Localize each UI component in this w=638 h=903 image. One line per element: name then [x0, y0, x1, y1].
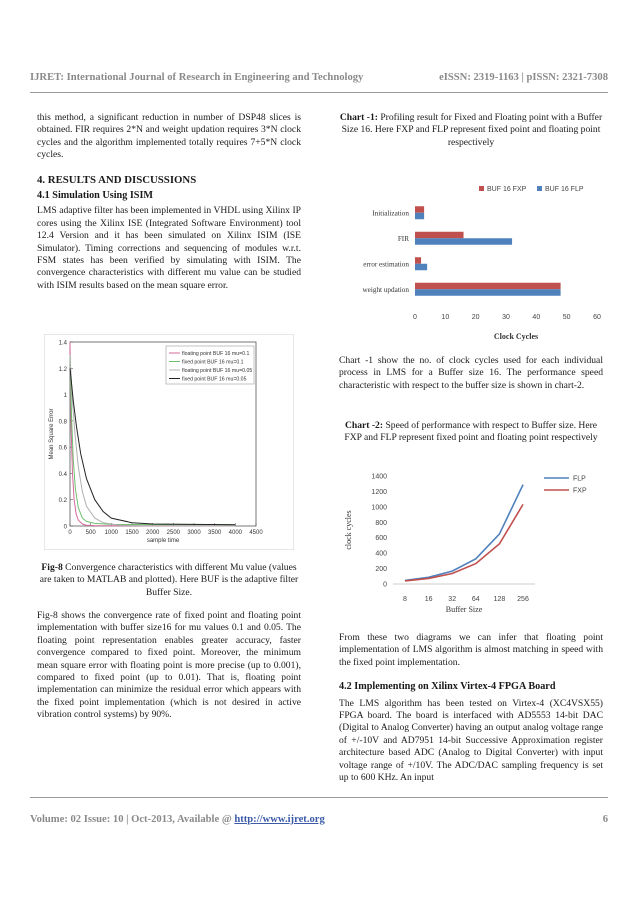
footer-volume: Volume: 02 Issue: 10 | Oct-2013, Available @ http://www.ijret.org [30, 814, 325, 825]
legend-label: BUF 16 FLP [545, 186, 584, 193]
x-axis-label: Clock Cycles [493, 332, 539, 341]
x-tick-label: 16 [424, 596, 433, 603]
y-axis-label: clock cycles [344, 510, 353, 550]
x-tick-label: 4500 [249, 530, 263, 536]
x-tick-label: 20 [471, 314, 480, 321]
x-tick-label: 0 [68, 530, 72, 536]
simulation-paragraph: LMS adaptive filter has been implemented in VHDL using Xilinx IP cores using the Xilinx ISE (Integrated Software Environment) tool 12.4 Version and it has been simulated on Xilinx ISIM (ISE Simulator). Timing corrections and sequencing of modules w.r.t. FSM states has been verified by simulating with ISIM. The convergence characteristics with different mu value can be studied with ISIM results based on the mean square error. [37, 205, 301, 291]
x-tick-label: 8 [403, 596, 407, 603]
page-footer [30, 814, 608, 825]
y-tick-label: 1.4 [58, 340, 67, 347]
chart2-caption [339, 420, 603, 445]
fpga-paragraph: The LMS algorithm has been tested on Virtex-4 (XC4VSX55) FPGA board. The board is interfaced with AD5553 14-bit DAC (Digital to Analog Converter) having an output analog voltage range of +/-10V and AD7951 14-bit Successive Approximation register architecture based ADC (Analog to Digital Converter) with input voltage range of +/10V. The ADC/DAC sampling frequency is set up to 600 KHz. An input [339, 697, 603, 784]
y-tick-label: 0.8 [58, 419, 67, 426]
x-tick-label: 4000 [228, 530, 243, 536]
y-tick-label: 400 [375, 550, 387, 558]
x-axis-label: sample time [146, 538, 180, 544]
chart2-caption-text: Speed of performance with respect to Buffer size. Here FXP and FLP represent fixed point and floating point respectively [344, 420, 598, 444]
chart1-label: Chart -1: [339, 112, 378, 123]
left-column-lower [37, 610, 301, 722]
convergence-paragraph: Fig-8 shows the convergence rate of fixed point and floating point implementation with buffer size16 for mu values 0.1 and 0.05. The floating point representation enables greater accuracy, faster convergence compared to fixed point. Moreover, the minimum mean square error with floating point is more precise (up to 0.001), compared to fixed point (up to 0.01). That is, floating point implementation can minimize the residual error which appears with the fixed point implementation (which is not desired in active vibration control systems) by 90%. [37, 610, 301, 721]
x-tick-label: 30 [502, 314, 510, 321]
bar [415, 213, 424, 220]
page-number: 6 [602, 814, 608, 825]
chart1-discussion [339, 355, 603, 392]
x-tick-label: 50 [562, 314, 571, 321]
speed-line-chart [339, 464, 609, 622]
legend-label: floating point BUF 16 mu=0.05 [182, 368, 253, 374]
profiling-bar-chart [339, 180, 609, 350]
header-rule [30, 92, 608, 93]
intro-paragraph: this method, a significant reduction in number of DSP48 slices is obtained. FIR requires 2*N and weight updation requires 3*N clock cycles and the algorithm implemented totally requires 7+5*N clock cycles. [37, 112, 301, 161]
footer-rule [30, 797, 608, 798]
legend-label: fixed point BUF 16 mu=0.05 [182, 376, 247, 383]
x-tick-label: 128 [493, 596, 506, 603]
bar [415, 264, 427, 271]
legend-label: fixed point BUF 16 mu=0.1 [182, 359, 244, 366]
y-axis-label: Mean Square Error [49, 408, 55, 460]
chart1-caption [339, 112, 603, 149]
fig8-caption [37, 562, 301, 599]
x-tick-label: 40 [532, 314, 541, 321]
category-label: FIR [397, 234, 409, 243]
x-tick-label: 2000 [145, 530, 160, 536]
y-tick-label: 1000 [371, 504, 387, 512]
chart1-paragraph: Chart -1 show the no. of clock cycles used for each individual process in LMS for a Buffer size 16. The performance speed characteristic with respect to the buffer size is shown in chart-2. [339, 355, 603, 391]
bar [415, 289, 561, 296]
chart2-label: Chart -2: [344, 420, 384, 431]
inference-paragraph: From these two diagrams we can infer that floating point implementation of LMS algorithm is almost matching in speed with the fixed point implementation. [339, 632, 603, 668]
x-tick-label: 2500 [166, 530, 181, 536]
legend-swatch [537, 186, 542, 191]
journal-link[interactable]: http://www.ijret.org [234, 814, 325, 825]
legend-label: FXP [573, 487, 587, 495]
x-tick-label: 32 [448, 596, 457, 603]
bar [415, 232, 464, 239]
y-tick-label: 800 [375, 519, 387, 527]
page-header [30, 72, 608, 83]
fig8-label: Fig-8 [41, 562, 63, 573]
legend-label: BUF 16 FXP [487, 186, 527, 193]
x-tick-label: 256 [517, 596, 529, 603]
bar [415, 257, 421, 264]
x-axis-label: Buffer Size [445, 605, 483, 614]
category-label: Initialization [372, 209, 409, 218]
x-tick-label: 3500 [207, 530, 222, 536]
y-tick-label: 0.4 [58, 471, 67, 478]
section-title: 4. RESULTS AND DISCUSSIONS [37, 173, 197, 186]
y-tick-label: 0 [63, 524, 67, 531]
x-tick-label: 10 [441, 314, 450, 321]
y-tick-label: 1200 [371, 488, 387, 496]
x-tick-label: 60 [593, 314, 601, 321]
y-tick-label: 1400 [371, 473, 387, 481]
y-tick-label: 1 [63, 393, 67, 400]
bar [415, 206, 424, 213]
category-label: weight updation [362, 285, 409, 294]
y-tick-label: 600 [375, 535, 387, 543]
y-tick-label: 0.2 [58, 498, 67, 505]
bar [415, 238, 512, 245]
legend-label: FLP [573, 475, 586, 483]
right-column-lower [339, 632, 603, 784]
legend-swatch [479, 186, 484, 191]
category-label: error estimation [363, 260, 409, 269]
convergence-figure [44, 334, 294, 550]
subsection-title: 4.1 Simulation Using ISIM [37, 190, 154, 202]
x-tick-label: 1000 [104, 530, 119, 536]
y-tick-label: 0.6 [58, 445, 67, 452]
x-tick-label: 0 [413, 314, 417, 321]
chart1-caption-text: Profiling result for Fixed and Floating point with a Buffer Size 16. Here FXP and FLP represent fixed point and floating point respectively [341, 112, 603, 148]
x-tick-label: 3000 [187, 530, 201, 536]
fig8-caption-text: Convergence characteristics with different Mu value (values are taken to MATLAB and plotted). Here BUF is the adaptive filter Buffer Size. [39, 562, 299, 598]
legend-label: floating point BUF 16 mu=0.1 [182, 351, 250, 357]
bar [415, 283, 561, 290]
x-tick-label: 64 [471, 596, 480, 603]
left-column [37, 112, 301, 292]
y-tick-label: 0 [383, 581, 387, 589]
fpga-section-title: 4.2 Implementing on Xilinx Virtex-4 FPGA Board [339, 681, 556, 693]
x-tick-label: 1500 [125, 530, 139, 536]
y-tick-label: 1.2 [58, 366, 67, 373]
journal-title: IJRET: International Journal of Research in Engineering and Technology [30, 72, 364, 83]
series-line [405, 504, 523, 581]
y-tick-label: 200 [375, 566, 387, 574]
issn: eISSN: 2319-1163 | pISSN: 2321-7308 [439, 72, 608, 83]
x-tick-label: 500 [85, 530, 96, 536]
